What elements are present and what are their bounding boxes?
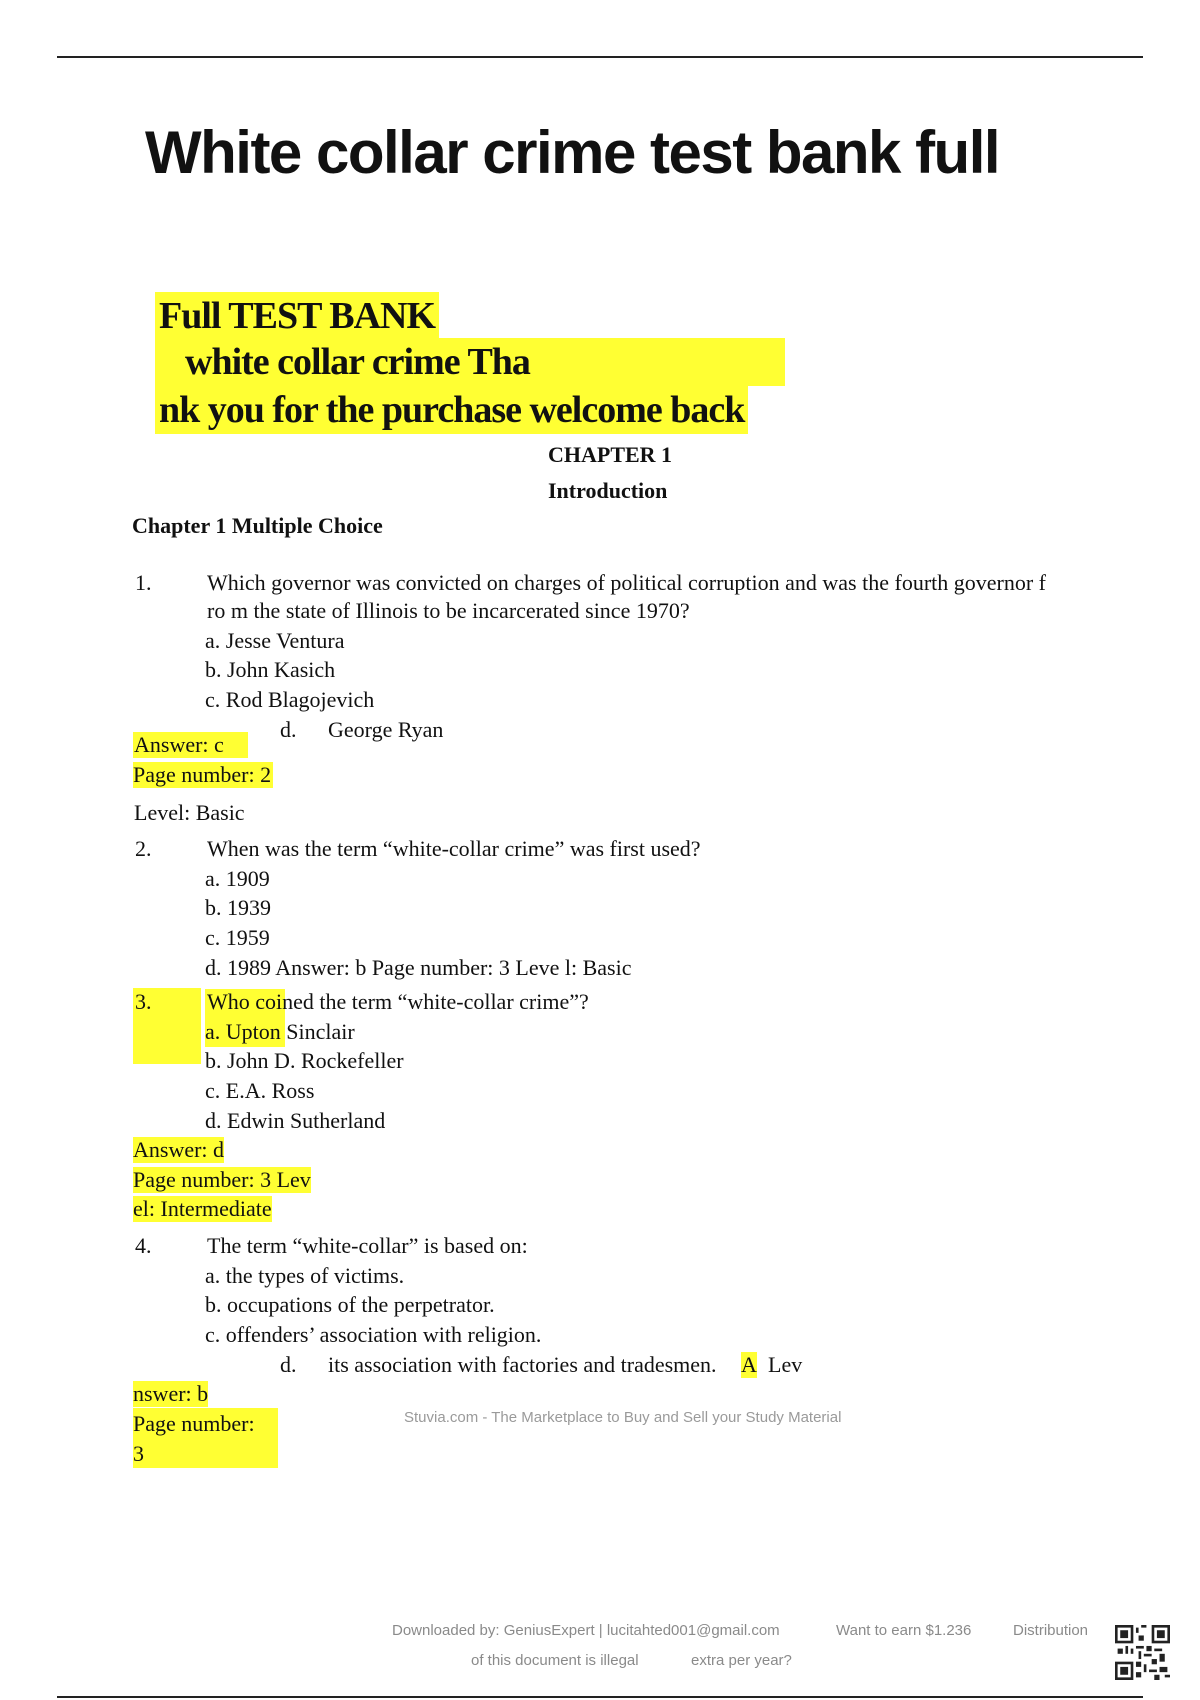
question-4-level-fragment: Lev bbox=[768, 1352, 803, 1377]
question-3-answer: Answer: d bbox=[133, 1137, 225, 1162]
question-4-option-a: a. the types of victims. bbox=[205, 1263, 405, 1288]
footer-earn-line-2[interactable]: extra per year? bbox=[691, 1652, 792, 1669]
question-1-text-line-1: Which governor was convicted on charges of political corruption and was the fourth governor f bbox=[207, 570, 1046, 595]
question-4-text: The term “white-collar” is based on: bbox=[207, 1233, 528, 1258]
question-1-level: Level: Basic bbox=[134, 800, 245, 825]
chapter-heading: CHAPTER 1 bbox=[548, 442, 673, 467]
footer-earn-line-1[interactable]: Want to earn $1.236 bbox=[836, 1622, 972, 1639]
question-3-option-d: d. Edwin Sutherland bbox=[205, 1108, 386, 1133]
question-2-text: When was the term “white-collar crime” was first used? bbox=[207, 836, 701, 861]
question-3-option-b: b. John D. Rockefeller bbox=[205, 1048, 404, 1073]
question-4-option-c: c. offenders’ association with religion. bbox=[205, 1322, 542, 1347]
qr-code-icon bbox=[1115, 1625, 1170, 1680]
banner-line-3: nk you for the purchase welcome back bbox=[155, 386, 748, 434]
question-4-answer-fragment: A bbox=[741, 1352, 757, 1377]
footer-distribution-line-2: of this document is illegal bbox=[471, 1652, 639, 1669]
question-3-level: el: Intermediate bbox=[133, 1196, 272, 1221]
footer-downloaded-by: Downloaded by: GeniusExpert | lucitahted001@gmail.com bbox=[392, 1622, 780, 1639]
question-2-option-c: c. 1959 bbox=[205, 925, 270, 950]
question-3-page-level: Page number: 3 Lev bbox=[133, 1167, 311, 1192]
question-4-answer: nswer: b bbox=[133, 1381, 209, 1406]
question-3-option-a: a. Upton Sinclair bbox=[205, 1019, 355, 1044]
question-1-option-a: a. Jesse Ventura bbox=[205, 628, 345, 653]
question-4-option-d: its association with factories and tradesmen. bbox=[328, 1352, 717, 1377]
question-3-number: 3. bbox=[135, 989, 152, 1014]
banner-line-1: Full TEST BANK bbox=[155, 292, 439, 340]
question-1-option-d-letter: d. bbox=[280, 717, 297, 742]
question-1-text-line-2: ro m the state of Illinois to be incarcerated since 1970? bbox=[207, 598, 690, 623]
footer-distribution-line-1: Distribution bbox=[1013, 1622, 1089, 1639]
section-heading: Chapter 1 Multiple Choice bbox=[132, 513, 383, 538]
question-4-option-b: b. occupations of the perpetrator. bbox=[205, 1292, 495, 1317]
question-2-option-a: a. 1909 bbox=[205, 866, 270, 891]
question-1-page-number: Page number: 2 bbox=[133, 762, 272, 787]
question-4-page-value: 3 bbox=[133, 1441, 144, 1466]
watermark-text: Stuvia.com - The Marketplace to Buy and Sell your Study Material bbox=[404, 1409, 842, 1426]
document-title: White collar crime test bank full bbox=[145, 119, 1000, 186]
question-2-option-b: b. 1939 bbox=[205, 895, 271, 920]
question-3-option-c: c. E.A. Ross bbox=[205, 1078, 315, 1103]
question-1-option-c: c. Rod Blagojevich bbox=[205, 687, 375, 712]
question-2-option-d-answer-line: d. 1989 Answer: b Page number: 3 Leve l: Basic bbox=[205, 955, 632, 980]
question-1-answer: Answer: c bbox=[133, 732, 248, 758]
bottom-rule bbox=[57, 1696, 1143, 1698]
question-1-option-b: b. John Kasich bbox=[205, 657, 336, 682]
question-4-number: 4. bbox=[135, 1233, 152, 1258]
top-rule bbox=[57, 56, 1143, 58]
chapter-subtitle: Introduction bbox=[548, 478, 668, 503]
question-2-number: 2. bbox=[135, 836, 152, 861]
question-4-page-label: Page number: bbox=[133, 1411, 255, 1436]
question-4-option-d-letter: d. bbox=[280, 1352, 297, 1377]
question-1-number: 1. bbox=[135, 570, 152, 595]
banner-line-2: white collar crime Tha bbox=[155, 338, 785, 386]
question-3-text: Who coined the term “white-collar crime”? bbox=[207, 989, 589, 1014]
question-1-option-d: George Ryan bbox=[328, 717, 444, 742]
